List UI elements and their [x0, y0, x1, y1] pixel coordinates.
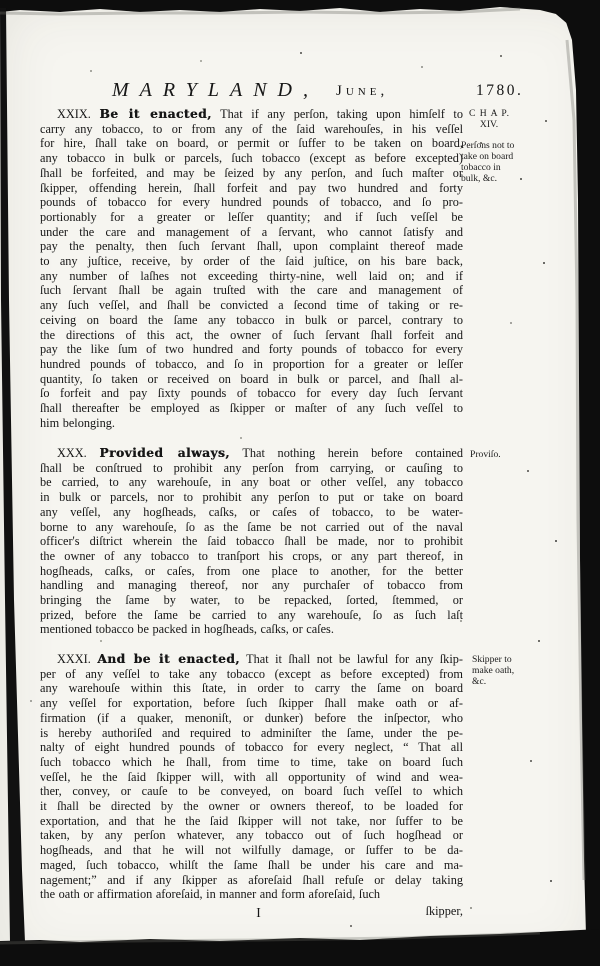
line-segment: That nothing herein before contained — [229, 446, 463, 460]
text-line: to any juſtice, receive, by order of the ſaid juſtice, on his bare back, — [40, 254, 463, 269]
text-line: borne to any warehouſe, ſo as the ſame be not carried out of the naval — [40, 519, 463, 534]
blackletter-phrase: Provided always, — [99, 445, 230, 460]
margin-note-persons — [461, 140, 561, 184]
margin-note-line: bulk, &c. — [461, 173, 497, 184]
text-line: ſhall be conſtrued to prohibit any perſon from carrying, or cauſing to — [40, 460, 463, 475]
signature-mark: I — [256, 905, 261, 920]
text-line: bringing the ſame by water, to be repacked, ſorted, ſtemmed, or — [40, 593, 463, 608]
section-xxx-paragraph — [40, 446, 463, 637]
text-line: the owner of any tobacco to tranſport his crops, or any part thereof, in — [40, 548, 463, 563]
text-line: any veſſel for exportation, before ſuch ſkipper ſhall make oath or af- — [40, 696, 463, 711]
text-line: quantity, ſo taken or received on board in bulk or parcel, and ſhall al- — [40, 371, 463, 386]
text-line: pounds of tobacco for every hundred pounds of tobacco, and ſo pro- — [40, 195, 463, 210]
line-segment: XXXI. — [57, 652, 98, 666]
text-line: is hereby authoriſed and required to adminiſter the ſame, under the pe- — [40, 725, 463, 740]
text-line: in bulk or parcels, nor to prohibit any perſon to put or take on board — [40, 490, 463, 505]
text-line: hogſheads, caſks, or caſes, from one place to another, for the better — [40, 563, 463, 578]
text-line: any veſſel, any hogſheads, caſks, or caſes of tobacco, to be water- — [40, 504, 463, 519]
running-head-place: MARYLAND, — [112, 79, 319, 101]
text-line: maged, ſuch tobacco, whilſt the ſame ſhall be under his care and ma- — [40, 857, 463, 872]
chapter-number: XIV. — [479, 119, 499, 130]
margin-note-line: Proviſo. — [470, 449, 501, 460]
text-line — [40, 652, 463, 667]
blackletter-phrase: And be it enacted, — [97, 651, 240, 666]
text-line: veſſel, he the ſaid ſkipper will, with all opportunity of wind and wea- — [40, 769, 463, 784]
text-line: ſo forfeit and pay ſixty pounds of tobacco for every day ſuch ſervant — [40, 386, 463, 401]
running-head — [0, 79, 600, 105]
text-line: ſhall be forfeited, and may be ſeized by any perſon, and ſuch maſter or — [40, 165, 463, 180]
text-line: ſuch tobacco which he ſhall, from time to time, take on board ſuch — [40, 754, 463, 769]
text-line: any warehouſe within this ſtate, in order to carry the ſame on board — [40, 681, 463, 696]
text-line: prized, before the ſame be carried to any warehouſe, ſo as ſuch laſt — [40, 607, 463, 622]
text-line: be carried, to any warehouſe, in any boat or other veſſel, any tobacco — [40, 475, 463, 490]
chapter-label: C H A P. — [469, 108, 511, 119]
margin-note-line: take on board — [461, 151, 514, 162]
margin-note-line: &c. — [472, 676, 487, 687]
text-line: firmation (if a quaker, menoniſt, or dunker) before the inſpector, who — [40, 710, 463, 725]
margin-note-skipper-oath — [472, 654, 572, 687]
catchword: ſkipper, — [425, 904, 463, 918]
text-line: hundred pounds of tobacco, and ſo in proportion for a greater or leſſer — [40, 356, 463, 371]
text-line: nalty of eight hundred pounds of tobacco for every neglect, “ That all — [40, 740, 463, 755]
section-xxxi-paragraph — [40, 652, 463, 902]
text-line: the directions of this act, the owner of ſuch ſervant ſhall forfeit and — [40, 327, 463, 342]
text-line: officer's diſtrict wherein the ſaid tobacco ſhall be made, nor to prohibit — [40, 534, 463, 549]
text-line: him belonging. — [40, 415, 115, 430]
text-line: hogſheads, and that he will not wilfully damage, or ſuffer to be da- — [40, 843, 463, 858]
line-segment: XXX. — [57, 446, 100, 460]
margin-note-proviso — [470, 449, 570, 460]
text-line: carry any tobacco, to or from any of the ſaid warehouſes, in his veſſel — [40, 121, 463, 136]
running-head-year: 1780. — [476, 82, 524, 99]
text-line: per of any veſſel to take any tobacco (except as before excepted) from — [40, 666, 463, 681]
text-line: ther, convey, or cauſe to be conveyed, on board ſuch veſſel to which — [40, 784, 463, 799]
text-line: any tobacco in bulk or parcels, ſuch tobacco (except as before excepted) — [40, 151, 463, 166]
text-line: for hire, ſhall take on board, or permit or ſuffer to be taken on board, — [40, 136, 463, 151]
margin-note-line: Perſons not to — [461, 140, 515, 151]
text-line: under the care and management of a ſervant, who cannot ſatisfy and — [40, 224, 463, 239]
scan-noise — [0, 0, 2, 2]
text-line: it ſhall be directed by the owner or owners thereof, to be loaded for — [40, 799, 463, 814]
section-xxix-paragraph — [40, 107, 463, 430]
text-line: ſuch ſervant ſhall be again truſted with the care and management of — [40, 283, 463, 298]
text-line: ſkipper, offending herein, ſhall forfeit and pay two hundred and forty — [40, 180, 463, 195]
text-line: exportation, and that he the ſaid ſkipper will not take, nor ſuffer to be — [40, 813, 463, 828]
running-head-month: June, — [336, 83, 389, 99]
text-line — [40, 446, 463, 461]
text-line: any number of laſhes not exceeding thirty-nine, well laid on; and if — [40, 268, 463, 283]
text-line: pay the like ſum of two hundred and forty pounds of tobacco for every — [40, 342, 463, 357]
line-segment: That it ſhall not be lawful for any ſkip- — [239, 652, 463, 666]
line-segment: That if any perſon, taking upon himſelf to — [211, 107, 463, 121]
margin-note-line: tobacco in — [461, 162, 501, 173]
text-line: ſhall thereafter be employed as ſkipper or maſter of any ſuch veſſel to — [40, 401, 463, 416]
text-line: taken, by any perſon whatever, any tobacco out of ſuch hogſhead or — [40, 828, 463, 843]
text-line: ceiving on board the ſame any tobacco in bulk or parcel, contrary to — [40, 312, 463, 327]
text-line: handling and managing thereof, nor any purchaſer of tobacco from — [40, 578, 463, 593]
text-line: pay the penalty, then ſuch ſervant ſhall, upon complaint thereof made — [40, 239, 463, 254]
text-line: nagement;” and if any ſkipper as aforeſaid ſhall refuſe or delay taking — [40, 872, 463, 887]
text-line: the oath or affirmation aforeſaid, in manner and form aforeſaid, ſuch — [40, 887, 381, 902]
text-line — [40, 107, 463, 122]
text-line: any ſuch veſſel, and ſhall be convicted a ſecond time of taking or re- — [40, 298, 463, 313]
blackletter-phrase: Be it enacted, — [99, 106, 212, 121]
text-line: portionably for a greater or leſſer quantity; and if ſuch veſſel be — [40, 209, 463, 224]
line-segment: XXIX. — [57, 107, 100, 121]
margin-note-chapter — [469, 108, 515, 130]
margin-note-line: Skipper to — [472, 654, 512, 665]
text-line: mentioned tobacco be packed in hogſheads, caſks, or caſes. — [40, 622, 334, 637]
margin-note-line: make oath, — [472, 665, 515, 676]
